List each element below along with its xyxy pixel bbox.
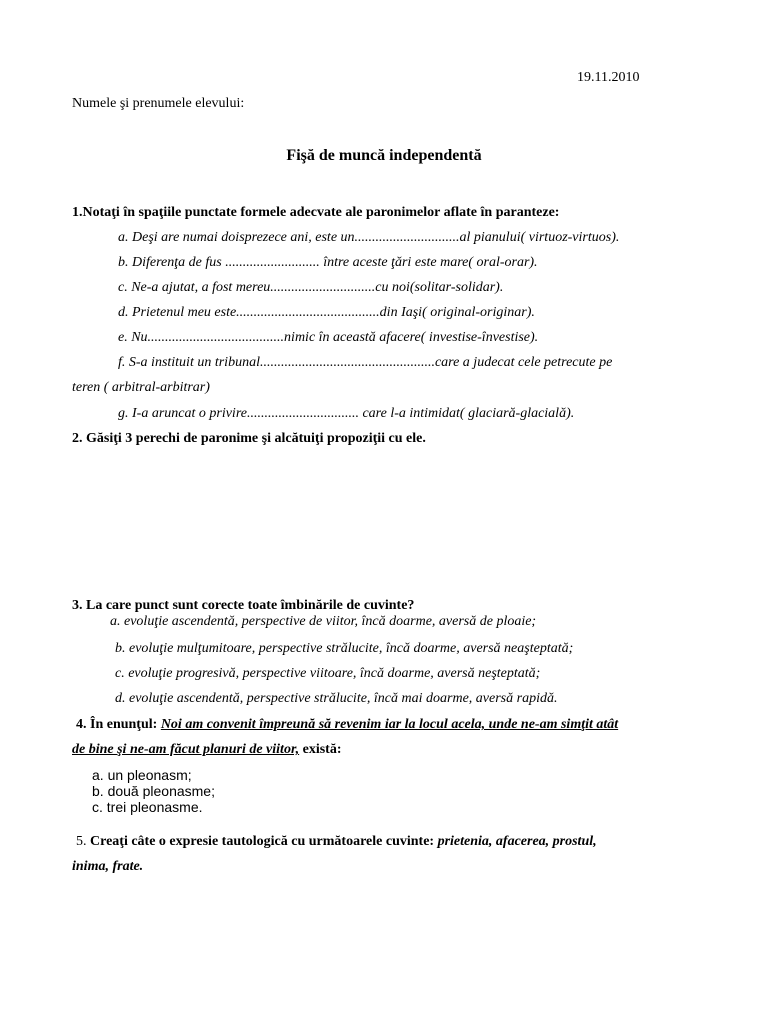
exercise-1-item-g: g. I-a aruncat o privire................................ care l-a intimidat( glaciară-glacială). bbox=[118, 406, 575, 421]
exercise-4-option-b: b. două pleonasme; bbox=[92, 783, 215, 799]
exercise-4-heading bbox=[76, 717, 618, 733]
exercise-5-lead: Creaţi câte o expresie tautologică cu următoarele cuvinte: bbox=[90, 834, 435, 849]
exercise-4-sentence-line2: de bine şi ne-am făcut planuri de viitor, bbox=[72, 742, 300, 757]
exercise-4-sentence-line1: Noi am convenit împreună să revenim iar la locul acela, unde ne-am simţit atât bbox=[160, 717, 619, 732]
exercise-1-item-a: a. Deşi are numai doisprezece ani, este un..............................al pianului( virtuoz-virtuos). bbox=[118, 230, 620, 245]
page-title: Fişă de muncă independentă bbox=[286, 147, 482, 164]
exercise-3-option-a: a. evoluţie ascendentă, perspective de viitor, încă doarme, aversă de ploaie; bbox=[110, 614, 537, 629]
exercise-1-item-b: b. Diferenţa de fus ........................... între aceste ţări este mare( oral-orar). bbox=[118, 255, 538, 270]
exercise-1-item-c: c. Ne-a ajutat, a fost mereu..............................cu noi(solitar-solidar). bbox=[118, 280, 504, 295]
exercise-4-option-c: c. trei pleonasme. bbox=[92, 799, 203, 815]
exercise-3-option-c: c. evoluţie progresivă, perspective viitoare, încă doarme, aversă neşteptată; bbox=[115, 666, 541, 681]
exercise-1-heading: 1.Notaţi în spaţiile punctate formele adecvate ale paronimelor aflate în paranteze: bbox=[72, 205, 560, 220]
exercise-3-option-b: b. evoluţie mulţumitoare, perspective strălucite, încă doarme, aversă neaşteptată; bbox=[115, 641, 574, 656]
exercise-4-suffix: există: bbox=[299, 742, 342, 757]
student-name-label: Numele şi prenumele elevului: bbox=[72, 96, 245, 111]
exercise-3-option-d: d. evoluţie ascendentă, perspective strălucite, încă mai doarme, aversă rapidă. bbox=[115, 691, 558, 706]
exercise-4-sentence-continued bbox=[72, 742, 342, 758]
exercise-1-item-f-continued: teren ( arbitral-arbitrar) bbox=[72, 380, 210, 395]
date: 19.11.2010 bbox=[577, 70, 640, 85]
exercise-4-option-a: a. un pleonasm; bbox=[92, 767, 192, 783]
exercise-4-number: 4. În enunţul: bbox=[76, 717, 158, 732]
exercise-2-heading: 2. Găsiţi 3 perechi de paronime şi alcătuiţi propoziţii cu ele. bbox=[72, 431, 426, 446]
exercise-1-item-d: d. Prietenul meu este.........................................din Iaşi( original-originar). bbox=[118, 305, 535, 320]
exercise-1-item-e: e. Nu.......................................nimic în această afacere( investise-învestise). bbox=[118, 330, 539, 345]
exercise-5-words-continued: inima, frate. bbox=[72, 859, 144, 874]
exercise-5-words: prietenia, afacerea, prostul, bbox=[437, 834, 597, 849]
exercise-1-item-f: f. S-a instituit un tribunal..................................................care a judecat cele petrecute pe bbox=[118, 355, 613, 370]
exercise-5-heading bbox=[76, 834, 597, 850]
exercise-3-heading: 3. La care punct sunt corecte toate îmbinările de cuvinte? bbox=[72, 598, 415, 613]
exercise-5-number: 5. bbox=[76, 834, 87, 849]
